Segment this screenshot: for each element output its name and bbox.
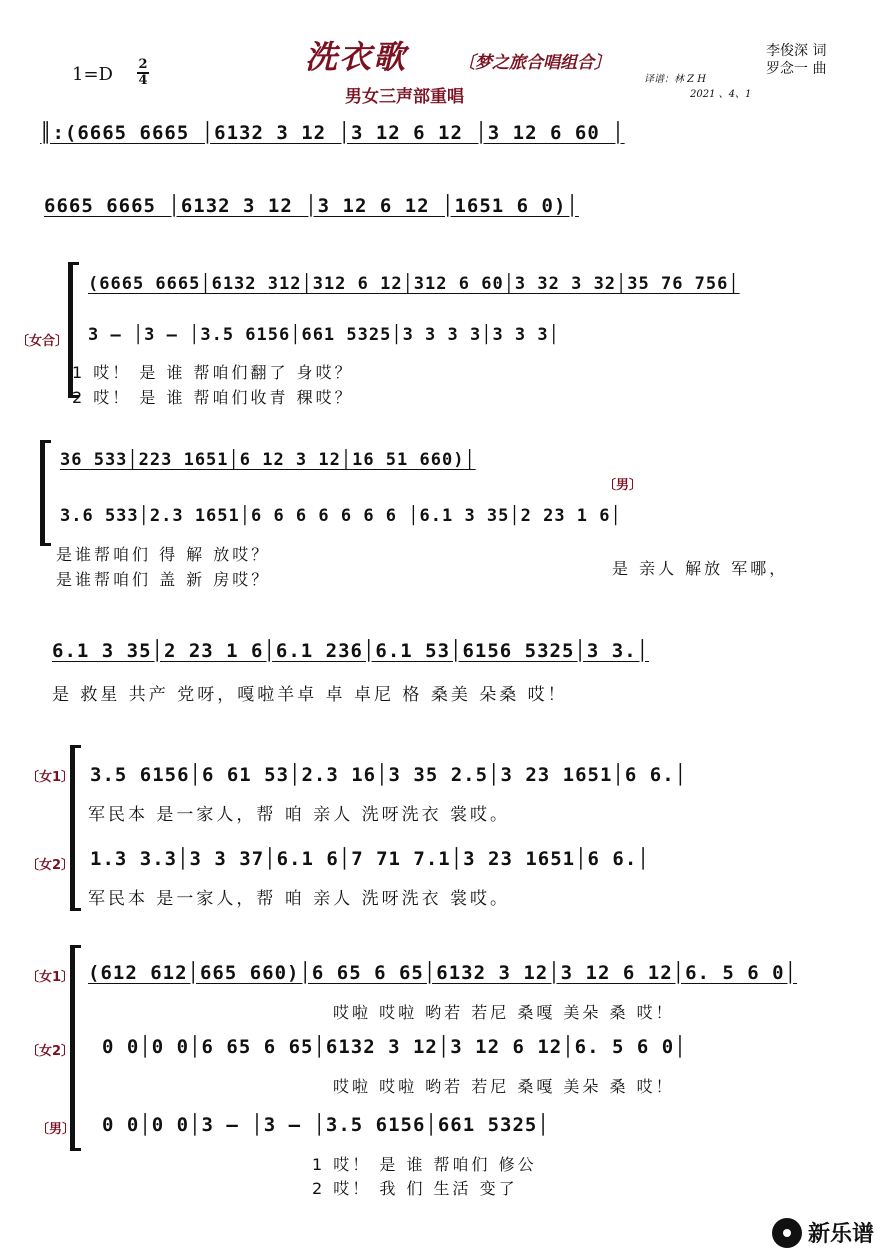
system-4-lyric-verse-2: 是谁帮咱们 盖 新 房哎？ xyxy=(56,570,271,589)
part-label-nan-b: 〔男〕 xyxy=(36,1122,76,1137)
system-7-male-lyric-verse-2: 2 哎！ 我 们 生活 变了 xyxy=(312,1179,518,1198)
system-3-lyric-verse-1: 1 哎！ 是 谁 帮咱们翻了 身哎？ xyxy=(72,363,354,382)
system-4-lower-notes: 3.6 533│2.3 1651│6 6 6 6 6 6 6 │6.1 3 35│2 23 1 6│ xyxy=(60,506,622,526)
system-7-soprano1-lyric: 哎啦 哎啦 哟若 若尼 桑嘎 美朵 桑 哎！ xyxy=(333,1003,675,1022)
time-signature-top: 2 xyxy=(138,57,148,72)
vinyl-disc-icon xyxy=(772,1218,802,1248)
system-4-lyric-verse-1: 是谁帮咱们 得 解 放哎？ xyxy=(56,545,271,564)
system-3-lower-notes: 3 – │3 – │3.5 6156│661 5325│3 3 3 3│3 3 3│ xyxy=(88,325,560,345)
song-title: 洗衣歌 xyxy=(305,38,408,76)
system-4-lyric-male: 是 亲人 解放 军哪， xyxy=(612,559,789,578)
system-7-soprano2-lyric: 哎啦 哎啦 哟若 若尼 桑嘎 美朵 桑 哎！ xyxy=(333,1077,675,1096)
system-1-notes: ║:(6665 6665 │6132 3 12 │3 12 6 12 │3 12 6 60 │ xyxy=(40,122,625,144)
system-6-soprano1-notes: 3.5 6156│6 61 53│2.3 16│3 35 2.5│3 23 1651│6 6.│ xyxy=(90,764,688,786)
time-signature-bottom: 4 xyxy=(138,73,148,88)
site-logo-text: 新乐谱 xyxy=(807,1222,874,1247)
system-7-male-lyric-verse-1: 1 哎！ 是 谁 帮咱们 修公 xyxy=(312,1155,537,1174)
time-signature xyxy=(137,58,149,88)
part-label-nv2-a: 〔女2〕 xyxy=(26,858,75,873)
system-2-notes: 6665 6665 │6132 3 12 │3 12 6 12 │1651 6 0)│ xyxy=(44,195,579,217)
part-label-nv1-a: 〔女1〕 xyxy=(26,770,75,785)
song-performance-note: 男女三声部重唱 xyxy=(345,87,464,107)
part-label-nan: 〔男〕 xyxy=(603,478,643,493)
system-7-male-notes: 0 0│0 0│3 – │3 – │3.5 6156│661 5325│ xyxy=(102,1114,550,1136)
system-4-upper-notes: 36 533│223 1651│6 12 3 12│16 51 660)│ xyxy=(60,450,476,470)
arranger-credit: 译谱：林 Z H xyxy=(644,74,707,85)
part-label-nv1-b: 〔女1〕 xyxy=(26,970,75,985)
system-3-lyric-verse-2: 2 哎！ 是 谁 帮咱们收青 稞哎？ xyxy=(72,388,354,407)
song-subtitle: 〔梦之旅合唱组合〕 xyxy=(458,53,611,73)
system-5-lyric: 是 救星 共产 党呀，嘎啦羊卓 卓 卓尼 格 桑美 朵桑 哎！ xyxy=(52,685,568,705)
system-7-soprano2-notes: 0 0│0 0│6 65 6 65│6132 3 12│3 12 6 12│6. 5 6 0│ xyxy=(102,1036,687,1058)
system-3-upper-notes: (6665 6665│6132 312│312 6 12│312 6 60│3 32 3 32│35 76 756│ xyxy=(88,274,740,294)
system-6-soprano2-lyric: 军民本 是一家人，帮 咱 亲人 洗呀洗衣 裳哎。 xyxy=(88,889,511,909)
part-label-nv-he: 〔女合〕 xyxy=(16,334,69,349)
composer-credit: 罗念一 曲 xyxy=(766,61,827,77)
part-label-nv2-b: 〔女2〕 xyxy=(26,1044,75,1059)
arrangement-date: 2021 、4、1 xyxy=(690,89,752,100)
site-logo xyxy=(772,1217,874,1248)
system-4-bracket xyxy=(40,440,51,546)
system-7-soprano1-notes: (612 612│665 660)│6 65 6 65│6132 3 12│3 12 6 12│6. 5 6 0│ xyxy=(88,962,798,984)
system-5-notes: 6.1 3 35│2 23 1 6│6.1 236│6.1 53│6156 5325│3 3.│ xyxy=(52,640,650,662)
lyricist-credit: 李俊深 词 xyxy=(766,43,827,59)
key-signature: 1=D xyxy=(72,64,113,85)
system-6-soprano1-lyric: 军民本 是一家人，帮 咱 亲人 洗呀洗衣 裳哎。 xyxy=(88,805,511,825)
system-6-soprano2-notes: 1.3 3.3│3 3 37│6.1 6│7 71 7.1│3 23 1651│6 6.│ xyxy=(90,848,650,870)
